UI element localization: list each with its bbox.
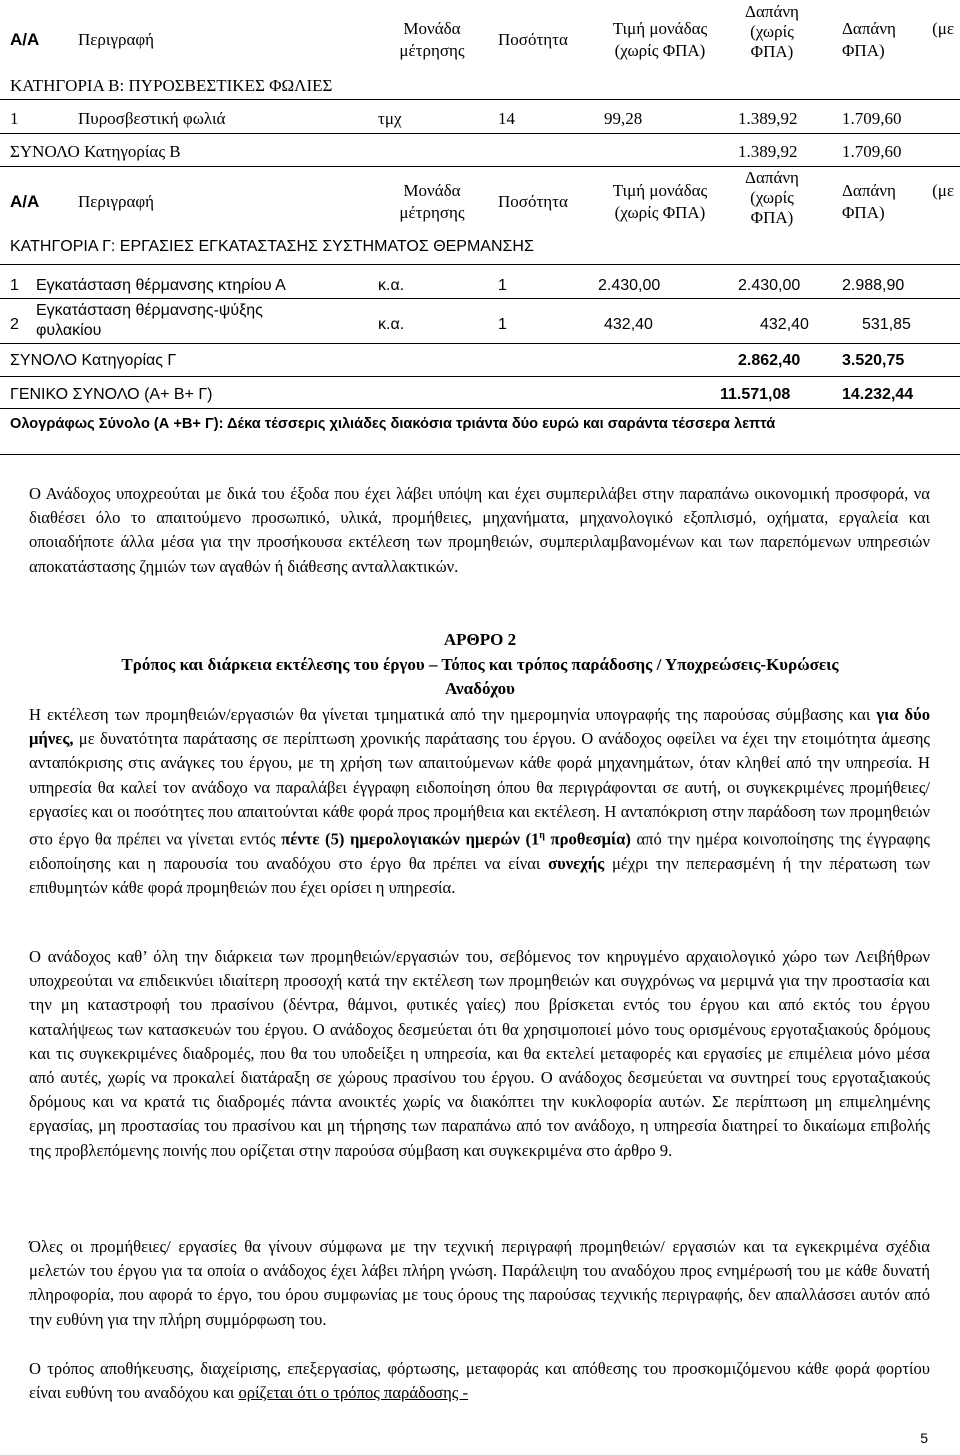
total-b-vat: 1.709,60 — [842, 142, 902, 161]
header-quantity: Ποσότητα — [498, 30, 568, 49]
header-unit-price: Τιμή μονάδας (χωρίς ΦΠΑ) — [612, 19, 708, 60]
cell-description: Εγκατάσταση θέρμανσης κτηρίου Α — [36, 277, 286, 294]
cell-cost-no-vat: 432,40 — [760, 316, 809, 333]
total-b-no-vat: 1.389,92 — [738, 142, 798, 161]
header-aa: Α/Α — [10, 30, 40, 49]
article-title: Τρόπος και διάρκεια εκτέλεσης του έργου – Τόπος και τρόπος παράδοσης / Υποχρεώσεις-Κυρώσεις — [121, 655, 839, 674]
cell-aa: 1 — [10, 109, 19, 128]
grand-total-words: Ολογράφως Σύνολο (Α +Β+ Γ): Δέκα τέσσερις χιλιάδες διακόσια τριάντα δύο ευρώ και σαράντα τέσσερα λεπτά — [10, 416, 776, 432]
header-description: Περιγραφή — [78, 192, 155, 211]
cell-unit-price: 432,40 — [604, 316, 653, 333]
page-number: 5 — [920, 1430, 928, 1446]
cell-description: Πυροσβεστική φωλιά — [78, 109, 226, 128]
paragraph-execution: Η εκτέλεση των προμηθειών/εργασιών θα γίνεται τμηματικά από την ημερομηνία υπογραφής της παρούσας σύμβασης και για δύο μήνες, με δυνατότητα παράτασης σε περίπτωση χρονικής παράτασης του έργου. Ο ανάδοχος οφείλει να έχει την ετοιμότητα άμεσης ανταπόκρισης στις ανάγκες του έργου, με τη χρήση των απαιτούμενων κάθε φορά μηχανημάτων, όταν κληθεί από την υπηρεσία. Η υπηρεσία θα καλεί τον ανάδοχο να παραλάβει έγγραφη ειδοποίηση όπου θα περιγράφονται σε αυτή, οι συγκεκριμένες προμήθειες/εργασίες και οι ποσότητες που απαιτούνται κάθε φορά προς προμήθεια και εκτέλεση. Η ανταπόκριση στην παράδοση των προμηθειών στο έργο θα πρέπει να γίνεται εντός πέντε (5) ημερολογιακών ημερών ($1^\eta$ προθεσμία) από την ημέρα κοινοποίησης της έγγραφης ειδοποίησης και η παρουσία του αναδόχου στο έργο θα πρέπει να είναι συνεχής μέχρι την πεπερασμένη ή την πέρατωση των επιθυμητών κάθε φορά προμηθειών που έχει ορίσει η υπηρεσία. — [29, 705, 930, 897]
header-quantity: Ποσότητα — [498, 192, 568, 211]
header-description: Περιγραφή — [78, 30, 155, 49]
cell-aa: 1 — [10, 277, 19, 294]
grand-total-vat: 14.232,44 — [842, 386, 914, 403]
header-cost-vat: Δαπάνη (με ΦΠΑ) — [842, 19, 954, 60]
total-g-no-vat: 2.862,40 — [738, 352, 801, 369]
cell-unit: κ.α. — [378, 316, 405, 333]
category-b-title: ΚΑΤΗΓΟΡΙΑ Β: ΠΥΡΟΣΒΕΣΤΙΚΕΣ ΦΩΛΙΕΣ — [10, 76, 333, 95]
header-unit: Μονάδα μέτρησης — [399, 19, 465, 60]
paragraph-technical: Όλες οι προμήθειες/ εργασίες θα γίνουν σύμφωνα με την τεχνική περιγραφή προμηθειών/ εργασιών και τα εγκεκριμένα σχέδια μελετών του έργου για τα οποία ο ανάδοχος έχει λάβει πλήρη γνώση. Παράλειψη του αναδόχου προς ενημέρωσή του με κάθε δυνατή πληροφορία, που αφορά το έργο, του όρου συμφωνίας με τους όρους της παρούσας τεχνικής περιγραφής, δεν απαλλάσσει αυτόν από την ευθύνη για την πλήρη συμμόρφωση του. — [29, 1237, 930, 1329]
cell-unit-price: 2.430,00 — [598, 277, 661, 294]
cell-unit-price: 99,28 — [604, 109, 643, 128]
total-b-label: ΣΥΝΟΛΟ Κατηγορίας Β — [10, 142, 181, 161]
cell-cost-vat: 531,85 — [862, 316, 911, 333]
cell-aa: 2 — [10, 316, 19, 333]
cell-description: Εγκατάσταση θέρμανσης-ψύξης φυλακίου — [36, 302, 263, 339]
article-title-continued: Αναδόχου — [445, 679, 515, 698]
total-g-vat: 3.520,75 — [842, 352, 905, 369]
header-cost-no-vat: Δαπάνη (χωρίς ΦΠΑ) — [745, 2, 799, 61]
paragraph-storage: Ο τρόπος αποθήκευσης, διαχείρισης, επεξεργασίας, φόρτωσης, μεταφοράς και απόθεσης του προσκομιζόμενου κάθε φορά φορτίου είναι ευθύνη του αναδόχου και ορίζεται ότι ο τρόπος παράδοσης - — [29, 1359, 930, 1403]
cell-unit: τμχ — [378, 109, 402, 128]
header-unit-price: Τιμή μονάδας (χωρίς ΦΠΑ) — [612, 181, 708, 222]
header-aa: Α/Α — [10, 192, 40, 211]
header-cost-no-vat: Δαπάνη (χωρίς ΦΠΑ) — [745, 168, 799, 227]
cell-quantity: 1 — [498, 277, 507, 294]
cell-cost-no-vat: 1.389,92 — [738, 109, 798, 128]
total-g-label: ΣΥΝΟΛΟ Κατηγορίας Γ — [10, 352, 177, 369]
header-cost-vat: Δαπάνη (με ΦΠΑ) — [842, 181, 954, 222]
article-number: ΑΡΘΡΟ 2 — [443, 630, 517, 649]
paragraph-environment: Ο ανάδοχος καθ’ όλη την διάρκεια των προμηθειών/εργασιών του, σεβόμενος τον κηρυγμένο αρχαιολογικό χώρο των Λειβήθρων υποχρεούται να επιδεικνύει ιδιαίτερη προσοχή κατά την εκτέλεση των προμηθειών και συγχρόνως να μεριμνά για την προστασία και την μη καταστροφή του πρασίνου (δέντρα, θάμνοι, φυτικές γαίες) που βρίσκεται εντός του έργου και από εκτός του έργου καταλήψεως των κατασκευών του έργου. Ο ανάδοχος δεσμεύεται ότι θα χρησιμοποιεί μόνο τους ορισμένους εργοταξιακούς δρόμους και τις συγκεκριμένες διαδρομές, που θα του υποδείξει η υπηρεσία, και θα εκτελεί μεταφορές και εργασίες με επιμέλεια μόνο μέσα από αυτές, χωρίς να προκαλεί διατάραξη σε χώρους πρασίνου του έργου. Ο ανάδοχος δεσμεύεται να συντηρεί τους εργοταξιακούς δρόμους και να κρατά τις διαδρομές πάντα ανοικτές χωρίς να διακόπτει την κυκλοφορία αυτών. Σε περίπτωση μη επιμελημένης εργασίας, μη προστασίας του πρασίνου και μη τήρησης των παραπάνω από τον ανάδοχο, η υπηρεσία διατηρεί το δικαίωμα επιβολής της προβλεπόμενης ποινής που ορίζεται στην παρούσα σύμβαση και συγκεκριμένα στο άρθρο 9. — [29, 947, 930, 1160]
grand-total-label: ΓΕΝΙΚΟ ΣΥΝΟΛΟ (Α+ Β+ Γ) — [10, 386, 213, 403]
category-g-title: ΚΑΤΗΓΟΡΙΑ Γ: ΕΡΓΑΣΙΕΣ ΕΓΚΑΤΑΣΤΑΣΗΣ ΣΥΣΤΗΜΑΤΟΣ ΘΕΡΜΑΝΣΗΣ — [10, 238, 534, 255]
cell-cost-vat: 2.988,90 — [842, 277, 905, 294]
cell-quantity: 14 — [498, 109, 515, 128]
cell-quantity: 1 — [498, 316, 507, 333]
cell-cost-vat: 1.709,60 — [842, 109, 902, 128]
grand-total-no-vat: 11.571,08 — [720, 386, 791, 403]
cell-cost-no-vat: 2.430,00 — [738, 277, 801, 294]
cell-unit: κ.α. — [378, 277, 405, 294]
header-unit: Μονάδα μέτρησης — [399, 181, 465, 222]
paragraph-obligations: Ο Ανάδοχος υποχρεούται με δικά του έξοδα που έχει λάβει υπόψη και έχει συμπεριλάβει στην παραπάνω οικονομική προσφορά, να διαθέσει όλο το απαιτούμενο προσωπικό, υλικά, προμήθειες, μηχανήματα, μηχανολογικό εξοπλισμό, οχήματα, εργαλεία και οποιαδήποτε άλλα μέσα για την προσήκουσα εκτέλεση των προμηθειών, συμπεριλαμβανομένων και των παρεπόμενων υπηρεσιών αποκατάστασης ζημιών των αγαθών ή διάθεσης ανταλλακτικών. — [29, 484, 930, 576]
